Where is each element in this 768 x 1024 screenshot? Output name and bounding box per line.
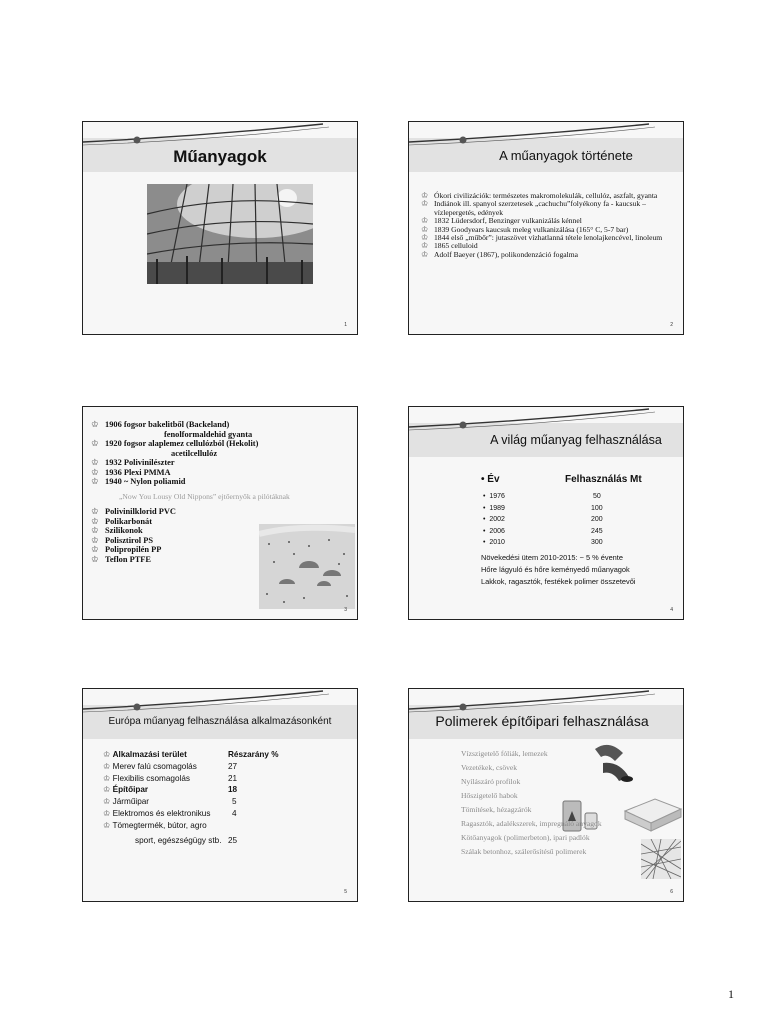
list-item: Nyílászáró profilok: [461, 777, 521, 786]
table-row: • 2002 200: [483, 516, 603, 523]
col-year-header: • Év: [481, 474, 500, 485]
list-item: Hőszigetelő habok: [461, 791, 518, 800]
timeline-block: [91, 420, 357, 564]
list-subitem: fenolformaldehid gyanta: [164, 429, 253, 439]
table-row: • 1976 50: [483, 493, 601, 500]
globe-icon: [460, 704, 467, 711]
list-item: Vízszigetelő fóliák, lemezek: [461, 749, 548, 758]
fibers-photo: [641, 839, 681, 879]
slide-title: Polimerek építőipari felhasználása: [435, 713, 649, 729]
slide-page-number: 2: [670, 322, 673, 328]
list-item: ♔ 1936 Plexi PMMA: [91, 467, 171, 477]
slide-2: [408, 121, 684, 335]
list-item: Kötőanyagok (polimerbeton), ipari padlók: [461, 833, 590, 842]
slide-page-number: 5: [344, 889, 347, 895]
slide-3: [82, 406, 358, 620]
table-row: sport, egészségügy stb. 25: [135, 835, 238, 845]
list-item: ♔ Ókori civilizációk: természetes makromolekulák, cellulóz, aszfalt, gyanta: [421, 191, 658, 200]
page-number: 1: [728, 987, 734, 1001]
list-item: ♔ Adolf Baeyer (1867), polikondenzáció fogalma: [421, 249, 579, 259]
slide-1: [82, 121, 358, 335]
slide-title: A műanyagok története: [499, 148, 633, 163]
table-row: ♔ Elektromos és elektronikus 4: [103, 808, 237, 818]
list-item: ♔ Polisztirol PS: [91, 535, 153, 545]
slide-4: [408, 406, 684, 620]
slide-page-number: 3: [344, 607, 347, 613]
list-item: ♔ Polikarbonát: [91, 516, 152, 526]
glass-atrium-photo: [147, 184, 313, 284]
table-row: ♔ Építőipar 18: [103, 785, 238, 795]
globe-icon: [134, 704, 141, 711]
table-row: ♔ Járműipar 5: [103, 797, 237, 807]
list-item: ♔ 1932 Polivinilészter: [91, 458, 175, 467]
slide-page-number: 6: [670, 889, 673, 895]
slide-title: Európa műanyag felhasználása alkalmazásonként: [108, 716, 332, 727]
list-item: ♔ Polivinilklorid PVC: [91, 507, 176, 516]
slide-6: [408, 688, 684, 902]
list-item: ♔ 1832 Lüdersdorf, Benzinger vulkanizálás kénnel: [421, 216, 582, 226]
list-item: ♔ 1839 Goodyears kaucsuk meleg vulkanizálása (165° C, 5-7 bar): [421, 224, 629, 234]
usage-table: [483, 491, 643, 549]
list-item: Vezetékek, csövek: [461, 763, 518, 772]
list-item: ♔ Teflon PTFE: [91, 554, 151, 564]
table-row: ♔ Merev falú csomagolás 27: [103, 761, 238, 771]
list-item: ♔ Polipropilén PP: [91, 545, 162, 554]
list-item: ♔ 1940 ~ Nylon poliamid: [91, 477, 186, 486]
list-item: ♔ 1865 celluloid: [421, 241, 478, 251]
table-row: ♔ Tömegtermék, bútor, agro: [103, 820, 207, 830]
list-item: ♔ 1906 fogsor bakelitből (Backeland): [91, 420, 230, 429]
nylon-quote: „Now You Lousy Old Nippons” ejtőernyők a pilótáknak: [119, 491, 290, 501]
history-list: [421, 192, 683, 259]
europe-table: [103, 749, 323, 846]
list-item: Ragasztók, adalékszerek, impregnáló anyagok: [461, 819, 602, 828]
note-line: Növekedési ütem 2010-2015: ~ 5 % évente: [481, 553, 623, 562]
table-row: • 2010 300: [483, 539, 603, 546]
list-subitem: acetilcellulóz: [171, 448, 218, 458]
table-row: • 1989 100: [483, 504, 603, 512]
col-use-header: Felhasználás Mt: [565, 474, 642, 485]
table-row: ♔ Flexibilis csomagolás 21: [103, 773, 238, 783]
slide-title: A világ műanyag felhasználása: [490, 433, 662, 447]
construction-uses-list: [461, 747, 602, 859]
table-row: • 2006 245: [483, 527, 603, 535]
list-item: ♔ 1844 első „műbőr”: jutaszövet vízhatlanná tétele lenolajkencével, linoleum: [421, 233, 663, 243]
globe-icon: [134, 137, 141, 144]
slide-page-number: 1: [344, 322, 347, 328]
usage-header: [481, 474, 661, 485]
globe-icon: [460, 137, 467, 144]
list-item: Szálak betonhoz, szálerősítésű polimerek: [461, 847, 587, 856]
table-header: ♔ Alkalmazási terület Részarány %: [103, 750, 279, 759]
note-line: Lakkok, ragasztók, festékek polimer összetevői: [481, 577, 636, 586]
globe-icon: [460, 422, 467, 429]
insulation-board-photo: [621, 793, 683, 833]
slide-title: Műanyagok: [173, 147, 267, 166]
list-item: ♔ 1920 fogsor alaplemez cellulózból (Hekolit): [91, 439, 259, 448]
slide-5: [82, 688, 358, 902]
usage-notes: [481, 552, 635, 588]
list-item: Tömítések, hézagzárók: [461, 805, 532, 814]
list-item: ♔ Indiánok ill. spanyol szerzetesek „cachuchu”folyékony fa - kaucsuk – vízlepergetés, edények: [421, 199, 646, 217]
slide-page-number: 4: [670, 607, 673, 613]
note-line: Hőre lágyuló és hőre keményedő műanyagok: [481, 565, 630, 574]
list-item: ♔ Szilikonok: [91, 526, 143, 535]
